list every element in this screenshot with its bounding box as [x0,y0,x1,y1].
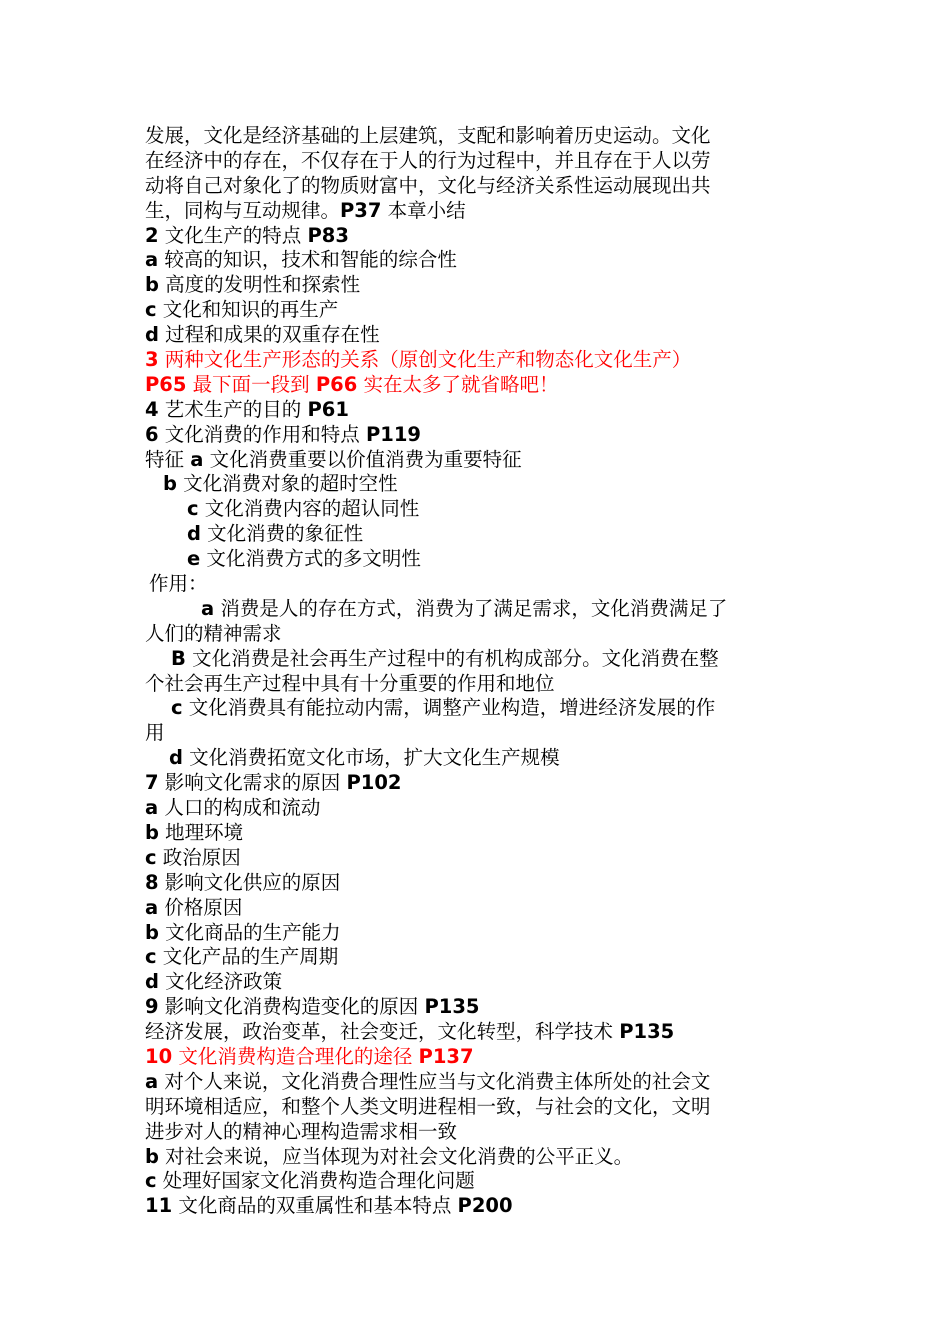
line-text: 实在太多了就省略吧！ [357,372,559,396]
bold-text: B [171,646,186,670]
line-text: 高度的发明性和探索性 [158,273,361,297]
line-text: 生，同构与互动规律。 [145,198,341,222]
line-text: 影响文化消费构造变化的原因 [158,995,425,1019]
bold-text: a [145,895,159,919]
bold-text: c [171,696,183,720]
bold-text: 7 [145,771,159,795]
line-text: 个社会再生产过程中具有十分重要的作用和地位 [145,671,555,695]
line-text: 艺术生产的目的 [158,397,308,421]
text-line [145,124,810,149]
line-text: 用 [145,721,165,745]
line-text: 文化生产的特点 [158,223,308,247]
bold-text: d [145,323,159,347]
bold-text: P102 [346,771,402,795]
bold-text: P200 [457,1194,513,1218]
text-line [145,647,810,672]
bold-text: 8 [145,870,159,894]
text-line [145,846,810,871]
line-text: 文化经济政策 [158,970,283,994]
text-line [145,945,810,970]
text-line [145,497,810,522]
line-text: 文化商品的生产能力 [158,920,341,944]
text-line [145,174,810,199]
text-line [145,472,810,497]
text-line [145,796,810,821]
bold-text: d [187,522,201,546]
line-text: 文化商品的双重属性和基本特点 [172,1194,458,1218]
line-text: 人口的构成和流动 [158,796,321,820]
bold-text: P135 [424,995,480,1019]
text-line [145,771,810,796]
text-line [145,1194,810,1219]
line-text: 价格原因 [158,895,243,919]
bold-text: P66 [315,372,358,396]
text-line [145,273,810,298]
bold-text: a [190,447,204,471]
text-line [145,522,810,547]
line-text: 政治原因 [156,845,241,869]
text-line [145,896,810,921]
text-line [145,995,810,1020]
bold-text: d [169,746,183,770]
bold-text: b [145,920,159,944]
text-line [145,622,810,647]
line-text: 文化和知识的再生产 [156,298,339,322]
bold-text: c [145,1169,157,1193]
bold-text: b [145,1144,159,1168]
bold-text: a [145,1069,159,1093]
line-text: 影响文化供应的原因 [158,870,341,894]
bold-text: P37 [340,198,382,222]
bold-text: d [145,970,159,994]
line-text: 文化消费拓宽文化市场，扩大文化生产规模 [182,746,560,770]
line-text: 明环境相适应，和整个人类文明进程相一致，与社会的文化，文明 [145,1094,711,1118]
bold-text: c [145,945,157,969]
text-line [145,149,810,174]
line-text: 文化消费构造合理化的途径 [172,1044,419,1068]
text-line [145,1070,810,1095]
line-text: 处理好国家文化消费构造合理化问题 [156,1169,475,1193]
bold-text: a [145,248,159,272]
bold-text: P65 [145,372,187,396]
line-text: 文化消费内容的超认同性 [198,497,420,521]
document-body [145,124,810,1219]
text-line [145,672,810,697]
line-text: 消费是人的存在方式，消费为了满足需求，文化消费满足了 [214,596,728,620]
text-line [145,921,810,946]
line-text: 特征 [145,447,191,471]
bold-text: c [145,298,157,322]
bold-text: c [187,497,199,521]
bold-text: e [187,547,201,571]
line-text: 文化消费对象的超时空性 [176,472,398,496]
line-text: 人们的精神需求 [145,621,282,645]
bold-text: b [145,273,159,297]
text-line [145,821,810,846]
bold-text: 11 [145,1194,173,1218]
text-line [145,423,810,448]
text-line [145,572,810,597]
bold-text: 3 [145,348,159,372]
text-line [145,597,810,622]
bold-text: c [145,845,157,869]
highlighted-line [145,1045,810,1070]
highlighted-line [145,373,810,398]
line-text: 文化消费的象征性 [200,522,364,546]
text-line [145,448,810,473]
text-line [145,871,810,896]
bold-text: P61 [307,397,349,421]
line-text: 文化消费是社会再生产过程中的有机构成部分。文化消费在整 [185,646,719,670]
text-line [145,224,810,249]
line-text: 对个人来说，文化消费合理性应当与文化消费主体所处的社会文 [158,1069,711,1093]
line-text: 两种文化生产形态的关系（原创文化生产和物态化文化生产） [158,348,692,372]
line-text: 文化消费具有能拉动内需，调整产业构造，增进经济发展的作 [182,696,716,720]
line-text: 本章小结 [381,198,466,222]
line-text: 文化消费的作用和特点 [158,422,366,446]
line-text: 在经济中的存在，不仅存在于人的行为过程中，并且存在于人以劳 [145,148,711,172]
line-text: 文化消费方式的多文明性 [200,547,421,571]
text-line [145,398,810,423]
line-text: 地理环境 [158,820,244,844]
bold-text: b [145,820,159,844]
line-text: 发展，文化是经济基础的上层建筑，支配和影响着历史运动。文化 [145,124,711,147]
text-line [145,970,810,995]
bold-text: 2 [145,223,159,247]
text-line [145,1020,810,1045]
text-line [145,1095,810,1120]
line-text: 过程和成果的双重存在性 [158,323,380,347]
line-text: 文化消费重要以价值消费为重要特征 [203,447,522,471]
line-text: 动将自己对象化了的物质财富中，文化与经济关系性运动展现出共 [145,173,711,197]
text-line [145,1120,810,1145]
line-text: 最下面一段到 [186,372,316,396]
bold-text: P137 [418,1044,474,1068]
text-line [145,547,810,572]
bold-text: 10 [145,1044,173,1068]
text-line [145,199,810,224]
bold-text: P135 [619,1020,675,1044]
bold-text: a [201,596,215,620]
text-line [145,323,810,348]
text-line [145,1169,810,1194]
line-text: 影响文化需求的原因 [158,771,347,795]
bold-text: 4 [145,397,159,421]
bold-text: 6 [145,422,159,446]
line-text: 对社会来说，应当体现为对社会文化消费的公平正义。 [158,1144,634,1168]
bold-text: P119 [365,422,421,446]
line-text: 作用： [149,572,208,596]
highlighted-line [145,348,810,373]
text-line [145,721,810,746]
text-line [145,1145,810,1170]
line-text: 较高的知识，技术和智能的综合性 [158,248,457,272]
line-text: 经济发展，政治变革，社会变迁，文化转型，科学技术 [145,1020,620,1044]
bold-text: a [145,796,159,820]
text-line [145,248,810,273]
text-line [145,696,810,721]
bold-text: 9 [145,995,159,1019]
line-text: 文化产品的生产周期 [156,945,339,969]
bold-text: P83 [307,223,349,247]
line-text: 进步对人的精神心理构造需求相一致 [145,1119,458,1143]
text-line [145,746,810,771]
text-line [145,298,810,323]
bold-text: b [163,472,177,496]
